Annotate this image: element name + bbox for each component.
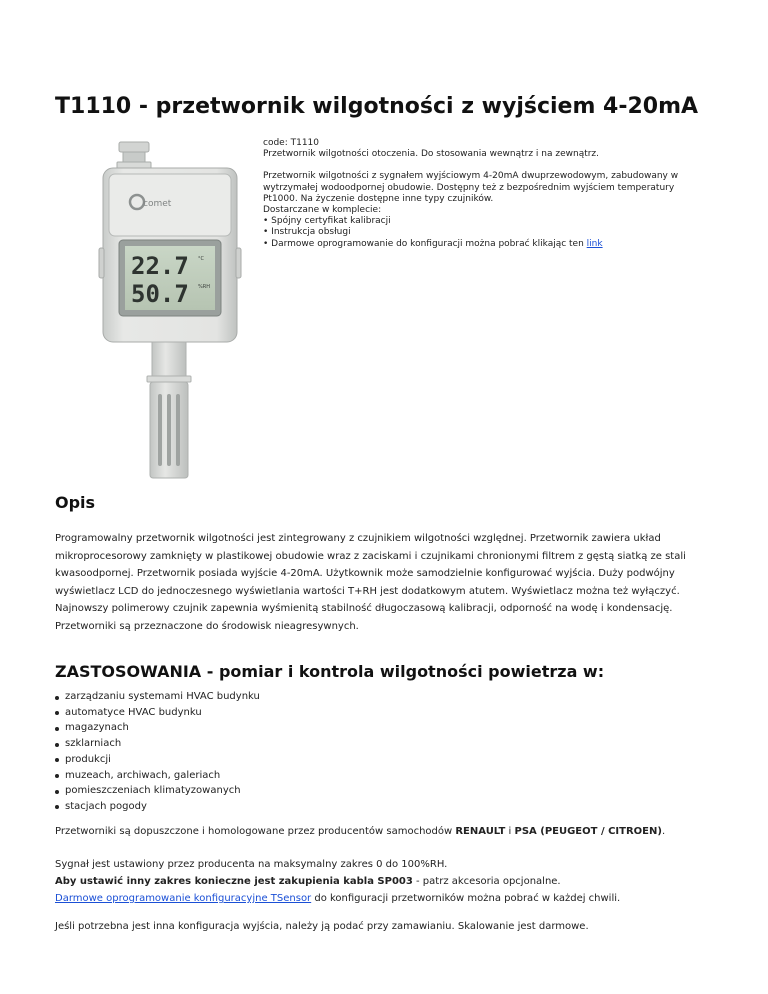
probe-stem: [152, 342, 186, 378]
opis-paragraph: Programowalny przetwornik wilgotności jest zintegrowany z czujnikiem wilgotności względnej. Przetwornik zawiera układ mikroprocesorowy zamknięty w plastikowej obudowie wraz z zaciskami i czujnikami chronionymi filtrem z gęstą siatką ze stali kwasoodpornej. Przetwornik posiada wyjście 4-20mA. Użytkownik może samodzielnie konfigurować wyjścia. Duży podwójny wyświetlacz LCD do jednoczesnego wyświetlania wartości T+RH jest dodatkowym atutem. Wyświetlacz można też wyłączyć. Najnowszy polimerowy czujnik zapewnia wyśmienitą stabilność długoczasową kalibracji, odporność na wodę i kondensację. Przetworniki są przeznaczone do środowisk nieagresywnych.: [55, 533, 686, 632]
section-heading-zastosowania: ZASTOSOWANIA - pomiar i kontrola wilgotności powietrza w:: [55, 662, 605, 681]
product-intro: [263, 138, 713, 250]
list-item: stacjach pogody: [55, 799, 260, 815]
signal-line: Sygnał jest ustawiony przez producenta na maksymalny zakres 0 do 100%RH.: [55, 859, 448, 870]
list-item: muzeach, archiwach, galeriach: [55, 768, 260, 784]
section-heading-opis: Opis: [55, 493, 96, 512]
list-item: szklarniach: [55, 736, 260, 752]
lcd-humidity: 50.7: [131, 280, 189, 308]
product-description-line: wytrzymałej wodoodpornej obudowie. Dostępny też z bezpośrednim wyjściem temperatury: [263, 182, 675, 193]
product-tagline: Przetwornik wilgotności otoczenia. Do stosowania wewnątrz i na zewnątrz.: [263, 149, 600, 160]
download-link[interactable]: link: [586, 238, 603, 249]
supplied-item: • Spójny certyfikat kalibracji: [263, 216, 391, 227]
supplied-item: • Instrukcja obsługi: [263, 227, 351, 238]
list-item: magazynach: [55, 720, 260, 736]
page-title: T1110 - przetwornik wilgotności z wyjściem 4-20mA: [55, 94, 699, 119]
supplied-label: Dostarczane w komplecie:: [263, 205, 382, 216]
product-description-line: Pt1000. Na życzenie dostępne inne typy czujników.: [263, 193, 494, 204]
list-item: zarządzaniu systemami HVAC budynku: [55, 689, 260, 705]
closing-paragraph: Jeśli potrzebna jest inna konfiguracja wyjścia, należy ją podać przy zamawianiu. Skalowanie jest darmowe.: [55, 921, 589, 932]
product-image: [95, 138, 245, 480]
product-description-line: Przetwornik wilgotności z sygnałem wyjściowym 4-20mA dwuprzewodowym, zabudowany w: [263, 171, 679, 182]
download-line: • Darmowe oprogramowanie do konfiguracji można pobrać klikając ten link: [263, 238, 603, 249]
lcd-temperature-unit: °C: [198, 256, 204, 262]
svg-text:comet: comet: [143, 199, 172, 209]
list-item: produkcji: [55, 752, 260, 768]
homologation-paragraph: Przetworniki są dopuszczone i homologowane przez producentów samochodów RENAULT i PSA (PEUGEOT / CITROEN).: [55, 826, 666, 837]
software-download-link[interactable]: Darmowe oprogramowanie konfiguracyjne TSensor: [55, 893, 312, 904]
cable-gland: [117, 142, 151, 170]
lcd-humidity-unit: %RH: [198, 284, 210, 290]
signal-cable-note: Aby ustawić inny zakres konieczne jest zakupienia kabla SP003: [55, 876, 413, 887]
list-item: pomieszczeniach klimatyzowanych: [55, 783, 260, 799]
lcd-temperature: 22.7: [131, 252, 189, 280]
list-item: automatyce HVAC budynku: [55, 705, 260, 721]
signal-paragraph: Sygnał jest ustawiony przez producenta na maksymalny zakres 0 do 100%RH. Aby ustawić inny zakres konieczne jest zakupienia kabla SP003 - patrz akcesoria opcjonalne. Darmowe oprogramowanie konfiguracyjne TSensor do konfiguracji przetworników można pobrać w każdej chwili.: [55, 859, 621, 904]
product-code: code: T1110: [263, 138, 319, 148]
applications-list: [55, 689, 260, 815]
